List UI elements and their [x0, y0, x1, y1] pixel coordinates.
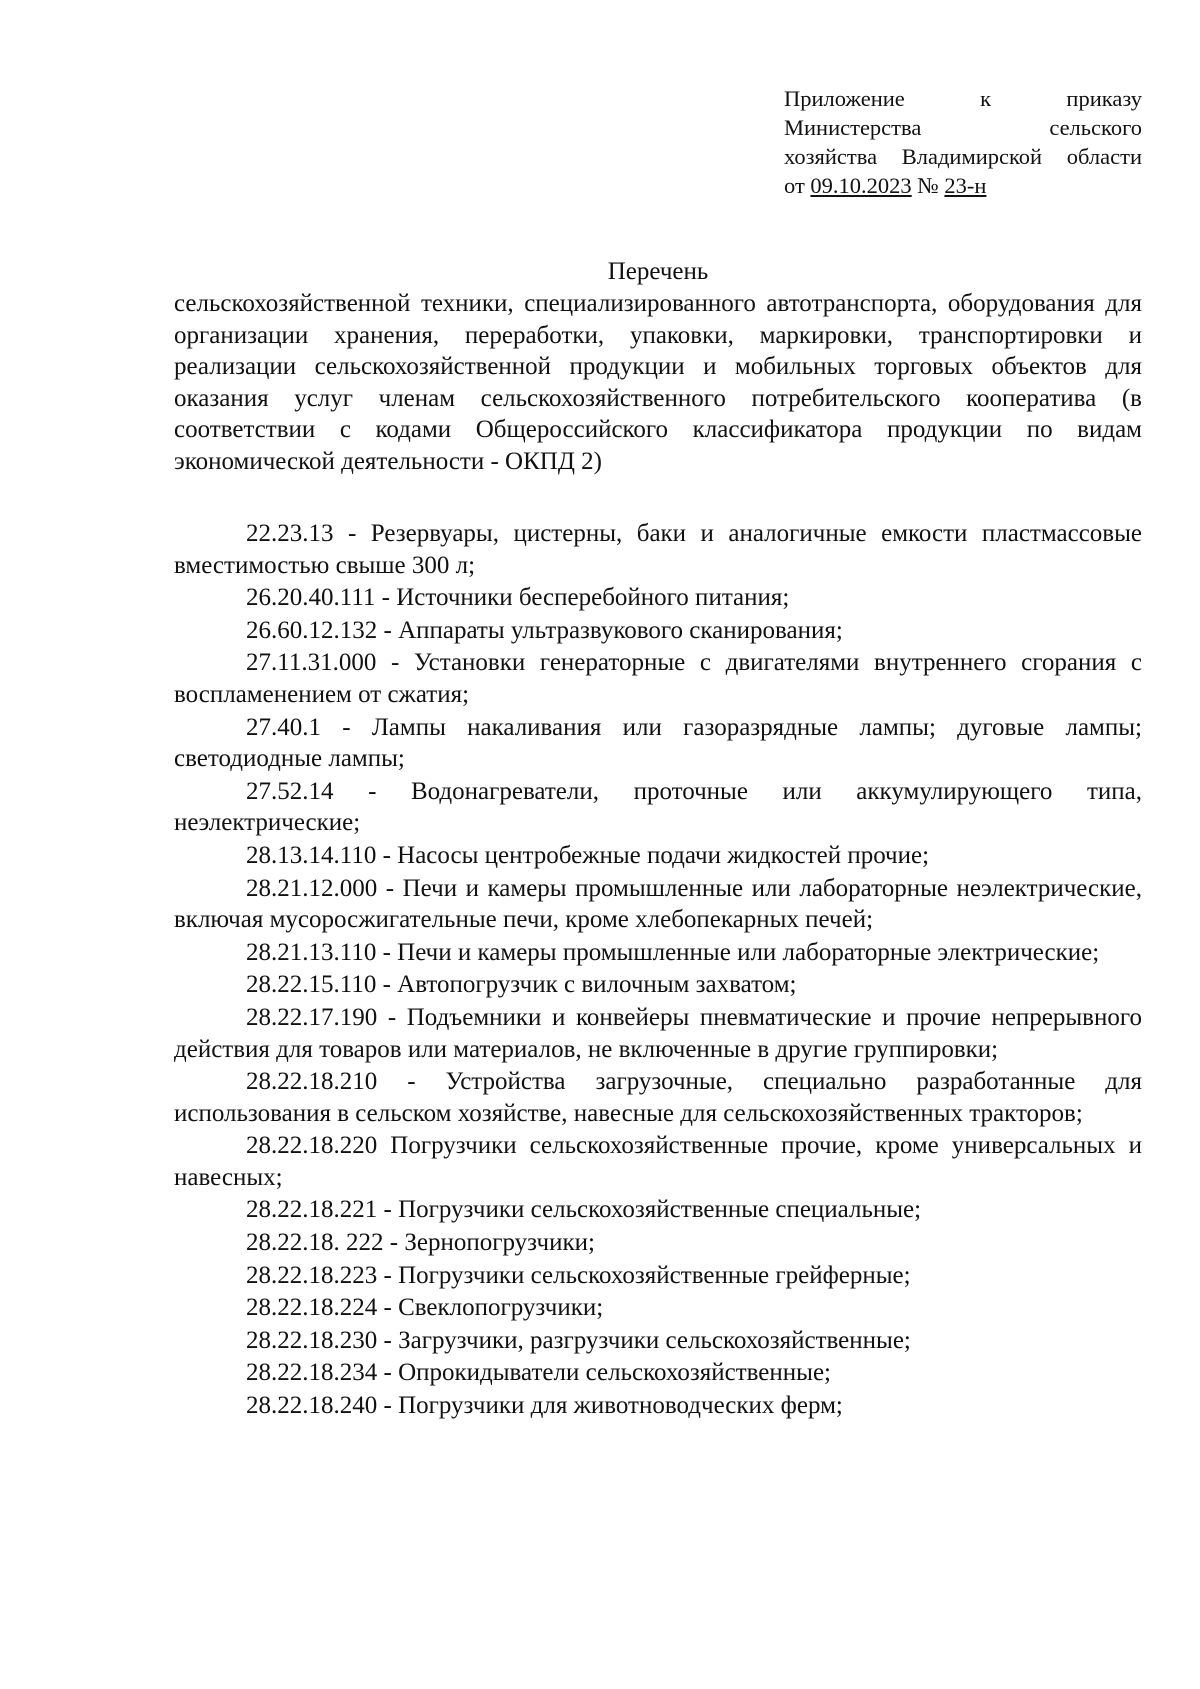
list-item: 22.23.13 - Резервуары, цистерны, баки и аналогичные емкости пластмассовые вместимостью свыше 300 л; — [174, 520, 1142, 579]
header-line-4 — [784, 171, 1142, 200]
list-item: 28.22.17.190 - Подъемники и конвейеры пневматические и прочие непрерывного действия для товаров или материалов, не включенные в другие группировки; — [174, 1003, 1142, 1063]
list-item: 28.22.18.221 - Погрузчики сельскохозяйственные специальные; — [246, 1196, 922, 1224]
list-item: 28.22.18.224 - Свеклопогрузчики; — [246, 1294, 604, 1322]
list-item: 28.22.18.240 - Погрузчики для животноводческих ферм; — [246, 1392, 843, 1420]
list-item: 28.22.15.110 - Автопогрузчик с вилочным захватом; — [246, 971, 797, 999]
classifier-list — [174, 518, 1142, 1423]
header-line-2 — [784, 113, 1142, 142]
header-word-agricultural: сельского — [1049, 115, 1142, 140]
appendix-header — [784, 84, 1142, 200]
order-number: 23-н — [944, 173, 987, 198]
list-item: 28.21.13.110 - Печи и камеры промышленные или лабораторные электрические; — [246, 938, 1100, 966]
list-item: 26.20.40.111 - Источники бесперебойного питания; — [246, 584, 790, 612]
order-date: 09.10.2023 — [810, 173, 912, 198]
header-word-appendix: Приложение — [784, 86, 905, 111]
list-item: 28.22.18. 222 - Зернопогрузчики; — [246, 1229, 595, 1257]
document-subtitle: сельскохозяйственной техники, специализированного автотранспорта, оборудования для организации хранения, переработки, упаковки, маркировки, транспортировки и реализации сельскохозяйственной продукции и мобильных торговых объектов для оказания услуг членам сельскохозяйственного потребительского кооператива (в соответствии с кодами Общероссийского классификатора продукции по видам экономической деятельности - ОКПД 2) — [174, 290, 1142, 475]
list-item: 27.40.1 - Лампы накаливания или газоразрядные лампы; дуговые лампы; светодиодные лампы; — [174, 713, 1142, 773]
number-sign: № — [917, 173, 939, 198]
header-line-3: хозяйства Владимирской области — [784, 144, 1142, 169]
header-word-to: к — [980, 86, 992, 111]
list-item: 27.52.14 - Водонагреватели, проточные или аккумулирующего типа, неэлектрические; — [174, 777, 1142, 837]
header-date-prefix: от — [784, 173, 805, 198]
header-word-ministry: Министерства — [784, 115, 922, 140]
list-item: 28.22.18.210 - Устройства загрузочные, специально разработанные для использования в сельском хозяйстве, навесные для сельскохозяйственных тракторов; — [174, 1068, 1142, 1127]
header-word-order: приказу — [1066, 86, 1142, 111]
list-item: 28.22.18.220 Погрузчики сельскохозяйственные прочие, кроме универсальных и навесных; — [174, 1132, 1142, 1191]
list-item: 28.21.12.000 - Печи и камеры промышленные или лабораторные неэлектрические, включая мусоросжигательные печи, кроме хлебопекарных печей; — [174, 874, 1142, 934]
list-item: 28.22.18.223 - Погрузчики сельскохозяйственные грейферные; — [246, 1261, 911, 1289]
list-item: 28.22.18.230 - Загрузчики, разгрузчики сельскохозяйственные; — [246, 1326, 911, 1354]
header-line-1 — [784, 84, 1142, 113]
list-item: 28.13.14.110 - Насосы центробежные подачи жидкостей прочие; — [246, 841, 930, 869]
list-item: 26.60.12.132 - Аппараты ультразвукового сканирования; — [246, 616, 843, 644]
list-item: 28.22.18.234 - Опрокидыватели сельскохозяйственные; — [246, 1359, 831, 1387]
document-title: Перечень — [607, 258, 709, 285]
list-item: 27.11.31.000 - Установки генераторные с двигателями внутреннего сгорания с воспламенением от сжатия; — [174, 649, 1142, 708]
